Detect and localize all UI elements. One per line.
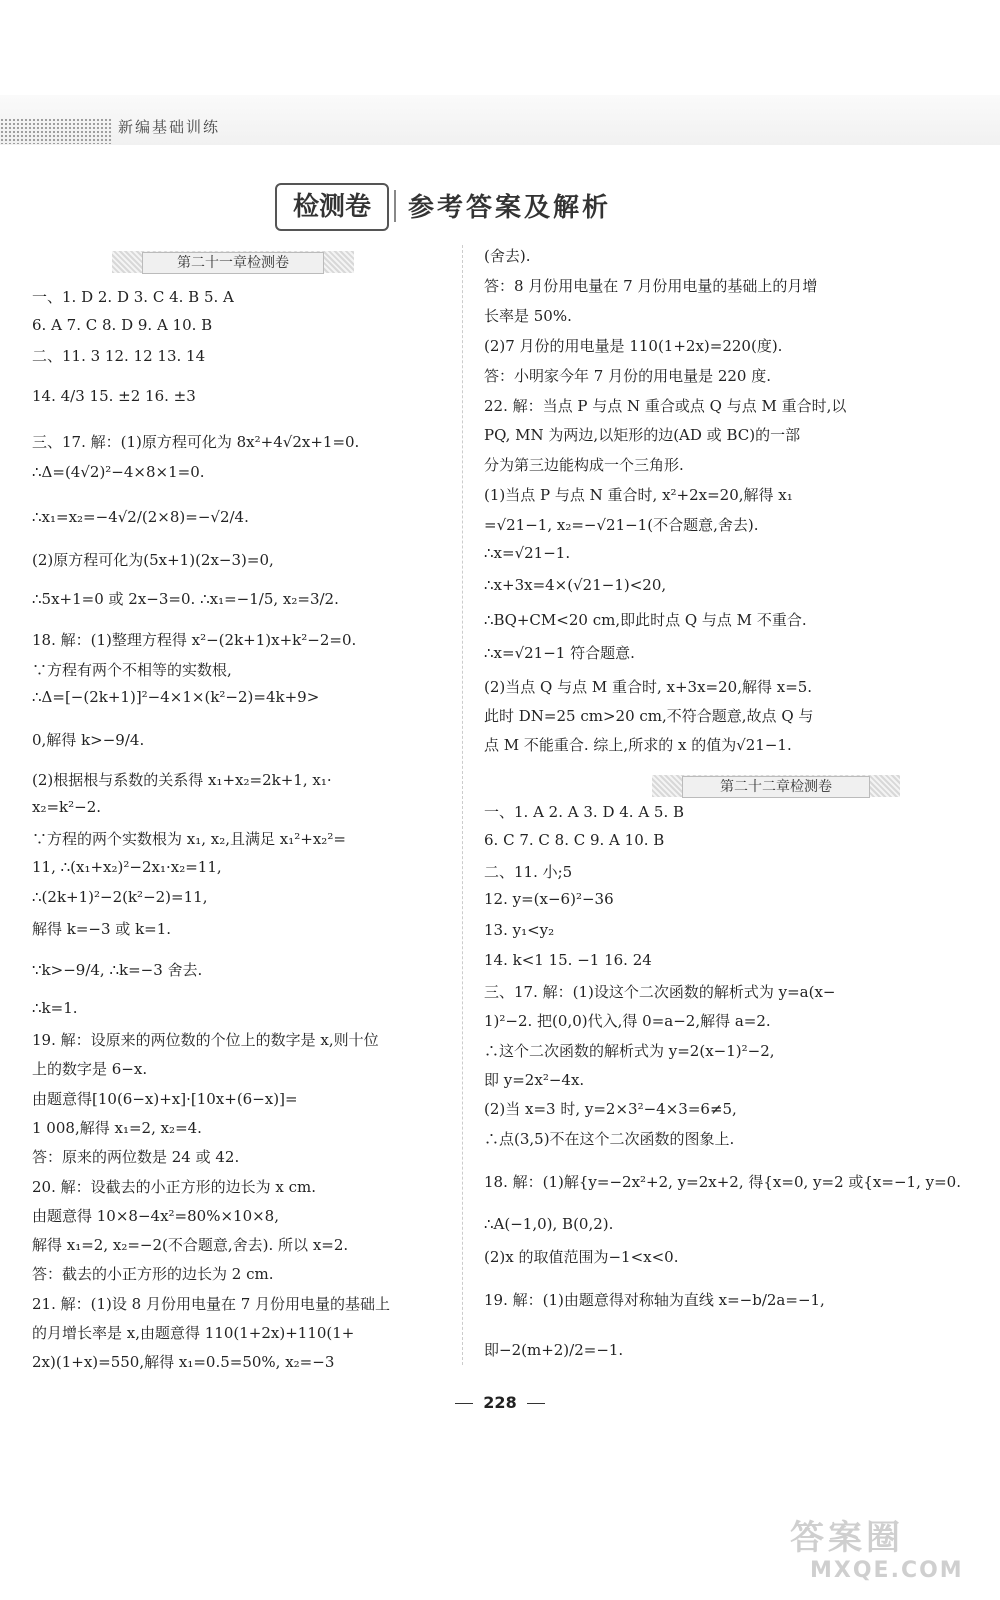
answer-line: x₂=k²−2. <box>32 798 102 816</box>
answer-line: 一、1. D 2. D 3. C 4. B 5. A <box>32 288 234 306</box>
header-dots <box>0 118 112 144</box>
answer-line: ∴(2k+1)²−2(k²−2)=11, <box>32 888 208 906</box>
answer-line: ∴x=√21−1 符合题意. <box>484 644 635 662</box>
answer-line: 11, ∴(x₁+x₂)²−2x₁·x₂=11, <box>32 858 222 876</box>
page-number <box>0 1393 1000 1412</box>
answer-line: 20. 解：设截去的小正方形的边长为 x cm. <box>32 1178 317 1196</box>
answer-line: 18. 解：(1)解{y=−2x²+2, y=2x+2, 得{x=0, y=2 或{x=−1, y=0. <box>484 1173 961 1191</box>
watermark-text: 答案圈 <box>790 1518 904 1558</box>
answer-line: 1)²−2. 把(0,0)代入,得 0=a−2,解得 a=2. <box>484 1012 771 1030</box>
answer-line: 14. k<1 15. −1 16. 24 <box>484 951 652 969</box>
answer-line: ∴5x+1=0 或 2x−3=0. ∴x₁=−1/5, x₂=3/2. <box>32 590 339 608</box>
answer-line: 答：8 月份用电量在 7 月份用电量的基础上的月增 <box>484 277 818 295</box>
answer-line: 答：截去的小正方形的边长为 2 cm. <box>32 1265 274 1283</box>
title-separator <box>394 190 396 222</box>
answer-line: ∴k=1. <box>32 999 78 1017</box>
answer-line: ∴x₁=x₂=−4√2/(2×8)=−√2/4. <box>32 508 249 526</box>
answer-line: 解得 x₁=2, x₂=−2(不合题意,舍去). 所以 x=2. <box>32 1236 349 1254</box>
answer-line: ∵k>−9/4, ∴k=−3 舍去. <box>32 961 203 979</box>
answer-line: 2x)(1+x)=550,解得 x₁=0.5=50%, x₂=−3 <box>32 1353 335 1371</box>
answer-line: 由题意得[10(6−x)+x]·[10x+(6−x)]= <box>32 1090 298 1108</box>
answer-line: ∴点(3,5)不在这个二次函数的图象上. <box>484 1130 735 1148</box>
answer-line: 的月增长率是 x,由题意得 110(1+2x)+110(1+ <box>32 1324 355 1342</box>
answer-line: 18. 解：(1)整理方程得 x²−(2k+1)x+k²−2=0. <box>32 631 357 649</box>
answer-line: 14. 4/3 15. ±2 16. ±3 <box>32 387 196 405</box>
page-title: 参考答案及解析 <box>408 193 612 223</box>
chapter-banner-21 <box>112 251 354 273</box>
answer-line: (舍去). <box>484 247 531 265</box>
answer-line: 二、11. 小;5 <box>484 863 573 881</box>
answer-line: (2)当点 Q 与点 M 重合时, x+3x=20,解得 x=5. <box>484 678 813 696</box>
answer-line: 22. 解：当点 P 与点 N 重合或点 Q 与点 M 重合时,以 <box>484 397 847 415</box>
column-divider <box>462 245 463 1365</box>
answer-line: ∵方程的两个实数根为 x₁, x₂,且满足 x₁²+x₂²= <box>32 830 346 848</box>
answer-line: =√21−1, x₂=−√21−1(不合题意,舍去). <box>484 516 759 534</box>
answer-line: 长率是 50%. <box>484 307 572 325</box>
answer-line: 答：原来的两位数是 24 或 42. <box>32 1148 240 1166</box>
answer-line: 点 M 不能重合. 综上,所求的 x 的值为√21−1. <box>484 736 792 754</box>
answer-line: 12. y=(x−6)²−36 <box>484 890 614 908</box>
answer-line: (2)原方程可化为(5x+1)(2x−3)=0, <box>32 551 274 569</box>
answer-line: ∴这个二次函数的解析式为 y=2(x−1)²−2, <box>484 1042 775 1060</box>
answer-line: ∴x+3x=4×(√21−1)<20, <box>484 576 667 594</box>
answer-line: 0,解得 k>−9/4. <box>32 731 145 749</box>
answer-line: 此时 DN=25 cm>20 cm,不符合题意,故点 Q 与 <box>484 707 814 725</box>
answer-line: ∴Δ=(4√2)²−4×8×1=0. <box>32 463 205 481</box>
answer-line: (2)当 x=3 时, y=2×3²−4×3=6≠5, <box>484 1100 737 1118</box>
answer-line: ∴Δ=[−(2k+1)]²−4×1×(k²−2)=4k+9> <box>32 688 320 706</box>
answer-line: 6. C 7. C 8. C 9. A 10. B <box>484 831 665 849</box>
answer-line: 三、17. 解：(1)设这个二次函数的解析式为 y=a(x− <box>484 983 836 1001</box>
answer-line: 解得 k=−3 或 k=1. <box>32 920 172 938</box>
answer-line: ∴A(−1,0), B(0,2). <box>484 1215 614 1233</box>
answer-line: 1 008,解得 x₁=2, x₂=4. <box>32 1119 202 1137</box>
answer-line: 由题意得 10×8−4x²=80%×10×8, <box>32 1207 279 1225</box>
book-title: 新编基础训练 <box>118 118 221 136</box>
answer-line: (2)7 月份的用电量是 110(1+2x)=220(度). <box>484 337 783 355</box>
chapter-banner-label: 第二十一章检测卷 <box>142 252 324 274</box>
answer-line: 19. 解：设原来的两位数的个位上的数字是 x,则十位 <box>32 1031 379 1049</box>
answer-line: 19. 解：(1)由题意得对称轴为直线 x=−b/2a=−1, <box>484 1291 825 1309</box>
title-box: 检测卷 <box>275 183 389 231</box>
answer-line: 分为第三边能构成一个三角形. <box>484 456 684 474</box>
answer-line: 21. 解：(1)设 8 月份用电量在 7 月份用电量的基础上 <box>32 1295 391 1313</box>
watermark-logo <box>790 1510 980 1590</box>
answer-line: 13. y₁<y₂ <box>484 921 555 939</box>
answer-line: 二、11. 3 12. 12 13. 14 <box>32 347 206 365</box>
answer-line: 三、17. 解：(1)原方程可化为 8x²+4√2x+1=0. <box>32 433 360 451</box>
answer-line: 6. A 7. C 8. D 9. A 10. B <box>32 316 213 334</box>
answer-line: 即−2(m+2)/2=−1. <box>484 1341 624 1359</box>
answer-line: (1)当点 P 与点 N 重合时, x²+2x=20,解得 x₁ <box>484 486 793 504</box>
answer-line: ∴BQ+CM<20 cm,即此时点 Q 与点 M 不重合. <box>484 611 807 629</box>
answer-line: 即 y=2x²−4x. <box>484 1071 585 1089</box>
page-number-text: 228 <box>483 1393 517 1412</box>
answer-line: ∵方程有两个不相等的实数根, <box>32 661 232 679</box>
answer-line: 一、1. A 2. A 3. D 4. A 5. B <box>484 803 685 821</box>
answer-line: ∴x=√21−1. <box>484 544 571 562</box>
answer-line: (2)根据根与系数的关系得 x₁+x₂=2k+1, x₁· <box>32 771 332 789</box>
chapter-banner-label: 第二十二章检测卷 <box>682 776 870 798</box>
answer-line: (2)x 的取值范围为−1<x<0. <box>484 1248 679 1266</box>
answer-line: 上的数字是 6−x. <box>32 1060 148 1078</box>
answer-line: 答：小明家今年 7 月份的用电量是 220 度. <box>484 367 772 385</box>
watermark-url: MXQE.COM <box>810 1558 964 1583</box>
answer-line: PQ, MN 为两边,以矩形的边(AD 或 BC)的一部 <box>484 426 801 444</box>
chapter-banner-22 <box>652 775 900 797</box>
